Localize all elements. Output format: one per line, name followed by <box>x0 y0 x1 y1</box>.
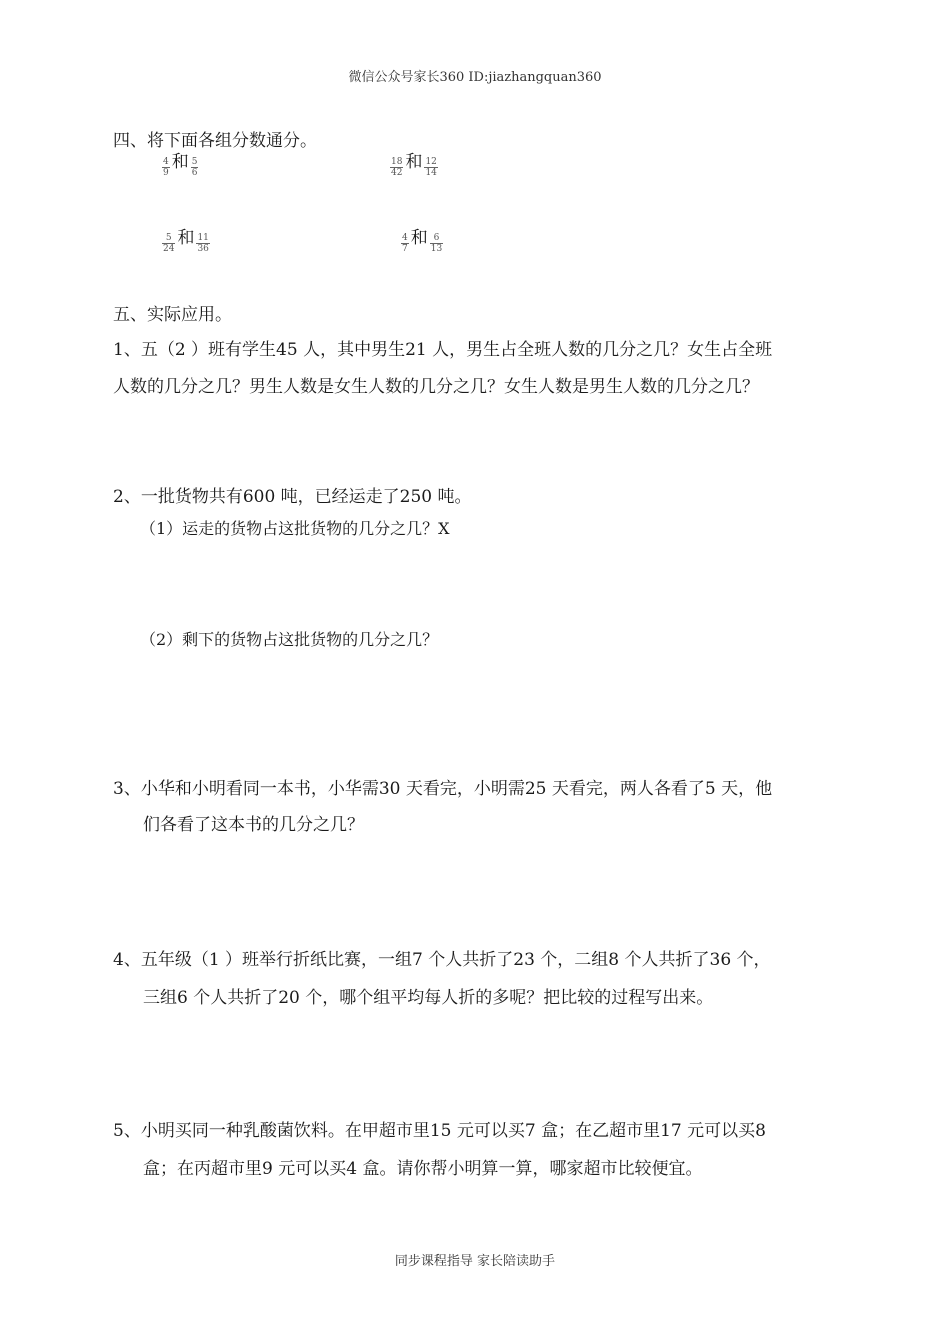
joiner-text: 和 <box>171 152 189 172</box>
fraction <box>424 157 437 178</box>
question-3-line-1: 3、小华和小明看同一本书，小华需30 天看完，小明需25 天看完，两人各看了5 天，他 <box>113 779 773 799</box>
fraction <box>390 157 403 178</box>
joiner-text: 和 <box>405 152 423 172</box>
question-2-sub-2: （2）剩下的货物占这批货物的几分之几？ <box>140 630 439 649</box>
question-5-line-1: 5、小明买同一种乳酸菌饮料。在甲超市里15 元可以买7 盒；在乙超市里17 元可以买8 <box>113 1121 766 1141</box>
numerator: 4 <box>163 157 169 167</box>
fraction <box>162 157 170 178</box>
numerator: 5 <box>165 233 172 243</box>
numerator: 18 <box>391 157 403 167</box>
denominator: 6 <box>191 168 198 178</box>
question-4-line-1: 4、五年级（1 ）班举行折纸比赛，一组7 个人共折了23 个，二组8 个人共折了36 个， <box>113 950 771 970</box>
denominator: 7 <box>402 244 408 254</box>
section5-title: 五、实际应用。 <box>113 305 232 325</box>
fraction <box>401 233 409 254</box>
fraction <box>191 157 199 178</box>
numerator: 12 <box>425 157 437 167</box>
question-2-line-1: 2、一批货物共有600 吨，已经运走了250 吨。 <box>113 487 472 507</box>
joiner-text: 和 <box>177 228 195 248</box>
fraction-pair-4 <box>401 229 443 254</box>
question-3-line-2: 们各看了这本书的几分之几？ <box>143 815 364 835</box>
question-1-line-2: 人数的几分之几？男生人数是女生人数的几分之几？女生人数是男生人数的几分之几？ <box>113 377 759 397</box>
fraction-pair-3 <box>162 229 210 254</box>
page-footer: 同步课程指导 家长陪读助手 <box>394 1254 556 1269</box>
fraction-pair-2 <box>390 153 438 178</box>
numerator: 4 <box>402 233 408 243</box>
denominator: 42 <box>391 168 403 178</box>
denominator: 9 <box>163 168 169 178</box>
question-1-line-1: 1、五（2 ）班有学生45 人，其中男生21 人，男生占全班人数的几分之几？女生占全班 <box>113 340 773 360</box>
denominator: 36 <box>197 244 209 254</box>
denominator: 13 <box>430 244 443 254</box>
question-2-sub-1: （1）运走的货物占这批货物的几分之几？X <box>140 519 450 538</box>
section4-title: 四、将下面各组分数通分。 <box>113 131 317 151</box>
joiner-text: 和 <box>410 228 428 248</box>
question-5-line-2: 盒；在丙超市里9 元可以买4 盒。请你帮小明算一算，哪家超市比较便宜。 <box>143 1159 703 1179</box>
denominator: 24 <box>163 244 175 254</box>
numerator: 11 <box>197 233 209 243</box>
numerator: 6 <box>433 233 440 243</box>
denominator: 14 <box>425 168 437 178</box>
fraction-pair-1 <box>162 153 198 178</box>
question-4-line-2: 三组6 个人共折了20 个，哪个组平均每人折的多呢？把比较的过程写出来。 <box>143 988 714 1008</box>
fraction <box>196 233 209 254</box>
numerator: 5 <box>191 157 198 167</box>
fraction <box>430 233 443 254</box>
fraction <box>162 233 175 254</box>
page-header: 微信公众号家长360 ID:jiazhangquan360 <box>348 70 602 85</box>
